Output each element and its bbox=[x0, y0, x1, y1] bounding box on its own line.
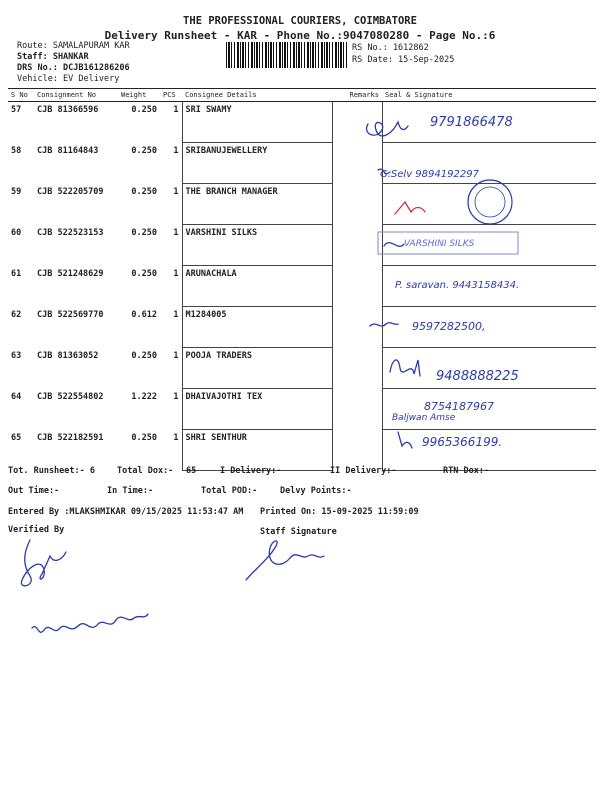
table-row bbox=[8, 266, 596, 307]
cell-pcs: 1 bbox=[173, 227, 179, 238]
cell-sno: 58 bbox=[11, 145, 22, 156]
hw-64a: 8754187967 bbox=[424, 400, 494, 413]
hw-58: G.Selv 9894192297 bbox=[380, 169, 479, 180]
cell-remarks bbox=[332, 348, 382, 389]
cell-weight: 0.250 bbox=[131, 432, 157, 443]
cell-consignment: CJB 522554802 bbox=[37, 391, 104, 402]
cell-remarks bbox=[332, 307, 382, 348]
cell-remarks bbox=[332, 143, 382, 184]
cell-consignee: POOJA TRADERS bbox=[182, 348, 332, 389]
rs-date: RS Date: 15-Sep-2025 bbox=[352, 55, 455, 65]
cell-pcs: 1 bbox=[173, 309, 179, 320]
table-row bbox=[8, 307, 596, 348]
cell-signature bbox=[382, 143, 596, 184]
cell-consignment: CJB 522569770 bbox=[37, 309, 104, 320]
table-row bbox=[8, 430, 596, 471]
cell-weight: 0.250 bbox=[131, 268, 157, 279]
rtn-dox: RTN Dox:- bbox=[443, 466, 490, 476]
verified-name-signature bbox=[32, 614, 148, 632]
cell-pcs: 1 bbox=[173, 350, 179, 361]
cell-consignment: CJB 522523153 bbox=[37, 227, 104, 238]
cell-signature bbox=[382, 430, 596, 471]
rs-number: RS No.: 1612862 bbox=[352, 43, 429, 53]
staff-signature-label: Staff Signature bbox=[260, 527, 337, 537]
cell-sno: 60 bbox=[11, 227, 22, 238]
cell-consignee: VARSHINI SILKS bbox=[182, 225, 332, 266]
company-name: THE PROFESSIONAL COURIERS, COIMBATORE bbox=[183, 15, 417, 27]
cell-weight: 0.612 bbox=[131, 309, 157, 320]
table-header bbox=[8, 89, 596, 102]
cell-signature bbox=[382, 266, 596, 307]
table-row bbox=[8, 225, 596, 266]
cell-sno: 59 bbox=[11, 186, 22, 197]
staff-signature bbox=[246, 541, 324, 580]
drs-number: DRS No.: DCJB161286206 bbox=[17, 63, 130, 73]
table-row bbox=[8, 348, 596, 389]
barcode bbox=[226, 42, 348, 68]
cell-weight: 0.250 bbox=[131, 145, 157, 156]
cell-consignment: CJB 81164843 bbox=[37, 145, 99, 156]
cell-remarks bbox=[332, 430, 382, 471]
cell-pcs: 1 bbox=[173, 268, 179, 279]
cell-remarks bbox=[332, 102, 382, 143]
cell-consignee: ARUNACHALA bbox=[182, 266, 332, 307]
staff: Staff: SHANKAR bbox=[17, 52, 89, 62]
cell-sno: 62 bbox=[11, 309, 22, 320]
cell-sno: 65 bbox=[11, 432, 22, 443]
cell-signature bbox=[382, 307, 596, 348]
delvy-points: Delvy Points:- bbox=[280, 486, 352, 496]
cell-signature bbox=[382, 348, 596, 389]
i-delivery: I Delivery:- bbox=[220, 466, 282, 476]
hw-64b: Baljwan Amse bbox=[392, 413, 456, 423]
cell-consignment: CJB 522205709 bbox=[37, 186, 104, 197]
out-time: Out Time:- bbox=[8, 486, 60, 496]
hw-57: 9791866478 bbox=[430, 115, 513, 130]
col-weight: Weight bbox=[118, 89, 160, 102]
total-dox-label: Total Dox:- bbox=[117, 466, 174, 476]
cell-consignee: SRI SWAMY bbox=[182, 102, 332, 143]
cell-sno: 61 bbox=[11, 268, 22, 279]
hw-60: VARSHINI SILKS bbox=[404, 239, 475, 249]
cell-weight: 0.250 bbox=[131, 186, 157, 197]
col-consignment: Consignment No bbox=[34, 89, 118, 102]
cell-signature bbox=[382, 225, 596, 266]
cell-sno: 64 bbox=[11, 391, 22, 402]
tot-runsheet: Tot. Runsheet:- 6 bbox=[8, 466, 95, 476]
cell-consignment: CJB 81366596 bbox=[37, 105, 99, 115]
cell-remarks bbox=[332, 389, 382, 430]
col-pcs: PCS bbox=[160, 89, 182, 102]
total-pod: Total POD:- bbox=[201, 486, 258, 496]
cell-pcs: 1 bbox=[173, 391, 179, 402]
cell-consignee: DHAIVAJOTHI TEX bbox=[182, 389, 332, 430]
vehicle: Vehicle: EV Delivery bbox=[17, 74, 120, 84]
cell-weight: 0.250 bbox=[131, 105, 157, 115]
cell-consignment: CJB 521248629 bbox=[37, 268, 104, 279]
cell-remarks bbox=[332, 266, 382, 307]
col-consignee: Consignee Details bbox=[182, 89, 332, 102]
cell-signature bbox=[382, 102, 596, 143]
col-signature: Seal & Signature bbox=[382, 89, 596, 102]
cell-consignee: SRIBANUJEWELLERY bbox=[182, 143, 332, 184]
hw-65: 9965366199. bbox=[422, 435, 503, 449]
cell-pcs: 1 bbox=[173, 186, 179, 197]
verified-by-label: Verified By bbox=[8, 525, 65, 535]
runsheet-subtitle: Delivery Runsheet - KAR - Phone No.:9047080280 - Page No.:6 bbox=[104, 29, 496, 42]
cell-weight: 0.250 bbox=[131, 350, 157, 361]
cell-consignment: CJB 522182591 bbox=[37, 432, 104, 443]
cell-pcs: 1 bbox=[173, 145, 179, 156]
cell-signature bbox=[382, 389, 596, 430]
cell-weight: 0.250 bbox=[131, 227, 157, 238]
ii-delivery: II Delivery:- bbox=[330, 466, 397, 476]
cell-consignee: THE BRANCH MANAGER bbox=[182, 184, 332, 225]
in-time: In Time:- bbox=[107, 486, 154, 496]
col-sno: S No bbox=[8, 89, 34, 102]
cell-consignment: CJB 81363052 bbox=[37, 350, 99, 361]
cell-remarks bbox=[332, 184, 382, 225]
hw-61: P. saravan. 9443158434. bbox=[395, 280, 520, 291]
hw-63: 9488888225 bbox=[436, 369, 519, 384]
cell-signature bbox=[382, 184, 596, 225]
runsheet-table bbox=[8, 88, 596, 471]
cell-remarks bbox=[332, 225, 382, 266]
table-row bbox=[8, 184, 596, 225]
cell-consignee: SHRI SENTHUR bbox=[182, 430, 332, 471]
cell-sno: 57 bbox=[11, 105, 22, 115]
hw-62: 9597282500, bbox=[412, 320, 486, 333]
cell-consignee: M1284005 bbox=[182, 307, 332, 348]
table-row bbox=[8, 389, 596, 430]
col-remarks: Remarks bbox=[332, 89, 382, 102]
verified-signature bbox=[21, 540, 66, 586]
cell-weight: 1.222 bbox=[131, 391, 157, 402]
entered-by: Entered By :MLAKSHMIKAR 09/15/2025 11:53:47 AM bbox=[8, 507, 244, 517]
table-row bbox=[8, 102, 596, 143]
cell-sno: 63 bbox=[11, 350, 22, 361]
route: Route: SAMALAPURAM KAR bbox=[17, 41, 130, 51]
printed-on: Printed On: 15-09-2025 11:59:09 bbox=[260, 507, 419, 517]
total-dox-value: 65 bbox=[186, 466, 197, 476]
cell-pcs: 1 bbox=[173, 432, 179, 443]
table-row bbox=[8, 143, 596, 184]
cell-pcs: 1 bbox=[173, 105, 179, 115]
